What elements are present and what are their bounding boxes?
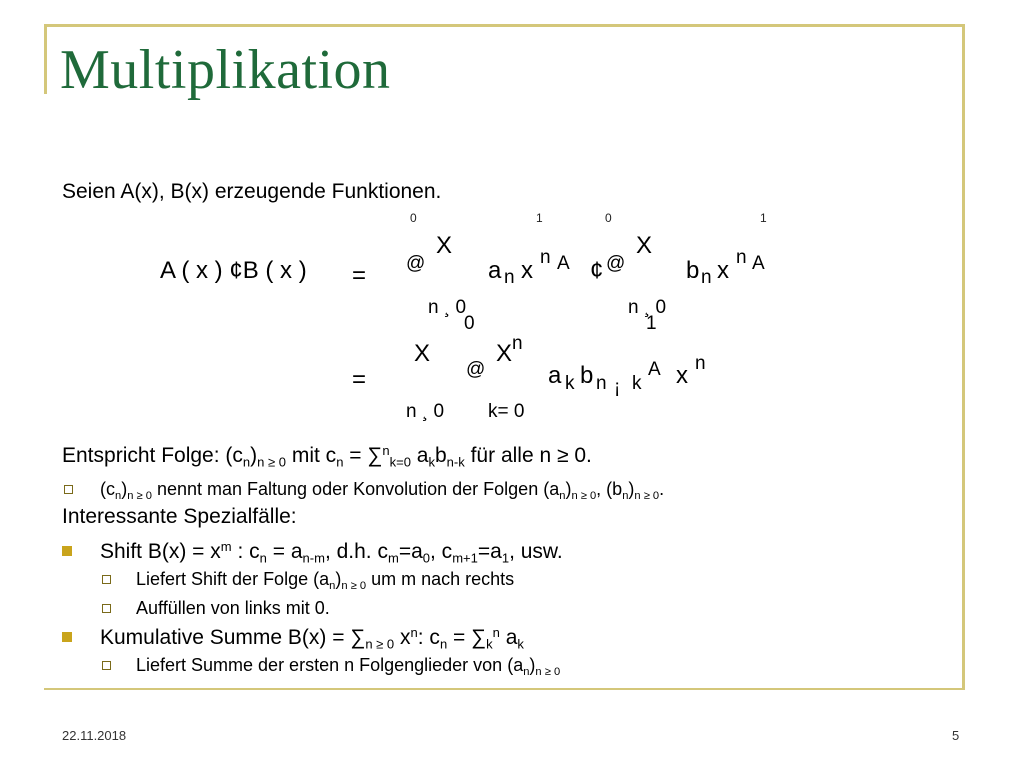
text: nennt man Faltung oder Konvolution der Folgen (a [151, 479, 560, 499]
hollow-bullet-icon [102, 575, 111, 584]
text-sup: n [382, 443, 390, 458]
sum-limit: n ¸ 0 [406, 401, 445, 422]
text-sub: n-m [302, 550, 325, 566]
frame-top-line [44, 24, 964, 27]
equals-sign: = [352, 262, 367, 289]
sum-sup: n [512, 333, 523, 354]
text-sub: n ≥ 0 [257, 454, 287, 470]
eq-fragment: 1 [646, 313, 657, 334]
text-sub: 0 [422, 550, 431, 566]
subbullet-fill-left [136, 598, 330, 619]
term-x-sup: n [695, 353, 706, 374]
text: ) [565, 479, 572, 499]
text-sub: n [242, 454, 251, 470]
text-sub: n [523, 665, 530, 678]
text: : c [231, 540, 260, 564]
paren-close: A [752, 253, 765, 274]
text: b [434, 444, 447, 468]
text: . [659, 479, 665, 499]
term-a-sub: n [504, 267, 515, 288]
text-sub: 1 [501, 550, 510, 566]
text-sub: n-k [446, 454, 465, 470]
term-b-sub: ¡ [614, 377, 621, 398]
text: Liefert Summe der ersten n Folgenglieder von (a [136, 655, 524, 675]
text: =a [477, 540, 502, 564]
bullet-cumulative-sum [100, 625, 524, 652]
text: = ∑ [343, 444, 383, 468]
eq-top-fragment: 0 [410, 211, 417, 225]
term-x-sup: n [736, 247, 747, 268]
square-bullet-icon [62, 546, 72, 556]
text-sub: n ≥ 0 [571, 489, 597, 502]
text: = a [266, 540, 303, 564]
text: Auffüllen von links mit 0. [136, 598, 330, 618]
sum-limit: k= 0 [488, 401, 525, 422]
text-sup: m [220, 539, 232, 554]
term-b-sub: n [701, 267, 712, 288]
eq-fragment: 0 [464, 313, 475, 334]
term-b: b [580, 362, 594, 389]
eq-top-fragment: 0 [605, 211, 612, 225]
product-dot: ¢ [590, 257, 604, 284]
paren-open: @ [606, 253, 626, 274]
term-b-sub: k [632, 373, 642, 394]
text: , d.h. c [324, 540, 388, 564]
text: ) [250, 444, 258, 468]
term-x: x [676, 362, 688, 389]
equation-lhs: A ( x ) ¢B ( x ) [160, 257, 307, 284]
paren-close: A [557, 253, 570, 274]
term-a: a [548, 362, 562, 389]
term-x: x [717, 257, 729, 284]
hollow-bullet-icon [102, 604, 111, 613]
text-sub: n [115, 489, 122, 502]
text-sub: n [329, 579, 336, 592]
body-subline-faltung [100, 479, 664, 502]
frame-left-line [44, 24, 47, 94]
text: , c [430, 540, 453, 564]
sum-symbol: X [436, 232, 453, 259]
text: ) [335, 569, 342, 589]
text: ) [628, 479, 635, 499]
bullet-shift [100, 539, 563, 566]
term-b: b [686, 257, 700, 284]
eq-top-fragment: 1 [760, 211, 767, 225]
text-sub: k [486, 636, 493, 652]
body-line-spezialfaelle [62, 505, 297, 529]
text: a [499, 626, 518, 650]
text-sub: n [336, 454, 344, 470]
eq-top-fragment: 1 [536, 211, 543, 225]
term-x: x [521, 257, 533, 284]
text-sub: n [622, 489, 629, 502]
intro-text: Seien A(x), B(x) erzeugende Funktionen. [62, 180, 442, 203]
text: a [410, 444, 429, 468]
text: Shift B(x) = x [100, 540, 221, 564]
text: x [394, 626, 411, 650]
paren-open: @ [406, 253, 426, 274]
footer-date: 22.11.2018 [62, 728, 127, 743]
text: (c [100, 479, 115, 499]
term-a: a [488, 257, 502, 284]
term-x-sup: n [540, 247, 551, 268]
text: Kumulative Summe B(x) = ∑ [100, 626, 366, 650]
square-bullet-icon [62, 632, 72, 642]
hollow-bullet-icon [102, 661, 111, 670]
frame-right-line [962, 24, 965, 689]
paren-open: @ [466, 359, 486, 380]
body-line-convolution [62, 443, 592, 470]
footer-page-number: 5 [952, 728, 960, 743]
sum-limit: n ¸ 0 [428, 297, 467, 318]
text-sub: n ≥ 0 [127, 489, 152, 502]
text: für alle n ≥ 0. [464, 444, 592, 468]
sum-limit: n ¸ 0 [628, 297, 667, 318]
equals-sign: = [352, 366, 367, 393]
frame-bottom-line [44, 688, 965, 690]
paren-close: A [648, 359, 661, 380]
text: , (b [596, 479, 623, 499]
text-sub: k [428, 454, 435, 470]
slide-title: Multiplikation [60, 39, 391, 101]
text: = ∑ [447, 626, 487, 650]
hollow-bullet-icon [64, 485, 73, 494]
subbullet-cumulative-detail [136, 655, 560, 678]
term-a-sub: k [565, 373, 575, 394]
text-sub: n ≥ 0 [365, 636, 395, 652]
text: =a [398, 540, 423, 564]
text-sub: n ≥ 0 [341, 579, 367, 592]
text-sub: m [387, 550, 399, 566]
sum-symbol: X [636, 232, 653, 259]
text: ) [529, 655, 536, 675]
text-sub: n ≥ 0 [634, 489, 660, 502]
text-sub: n [259, 550, 267, 566]
text-sub: n [439, 636, 448, 652]
sum-symbol: X [496, 340, 513, 367]
text: mit c [286, 444, 337, 468]
text: um m nach rechts [366, 569, 515, 589]
term-b-sub: n [596, 373, 607, 394]
text-sub: n [559, 489, 566, 502]
text-sub: k=0 [389, 454, 411, 470]
text: Entspricht Folge: (c [62, 444, 243, 468]
subbullet-shift-detail [136, 569, 514, 592]
text-sub: n ≥ 0 [535, 665, 561, 678]
text: ) [121, 479, 128, 499]
text-sup: n [410, 625, 418, 640]
text-sub: m+1 [452, 550, 478, 566]
text: , usw. [509, 540, 563, 564]
text: Liefert Shift der Folge (a [136, 569, 330, 589]
text: : c [417, 626, 440, 650]
text-sup: n [492, 625, 500, 640]
text-sub: k [517, 636, 524, 652]
text: Interessante Spezialfälle: [62, 505, 297, 528]
sum-symbol: X [414, 340, 431, 367]
